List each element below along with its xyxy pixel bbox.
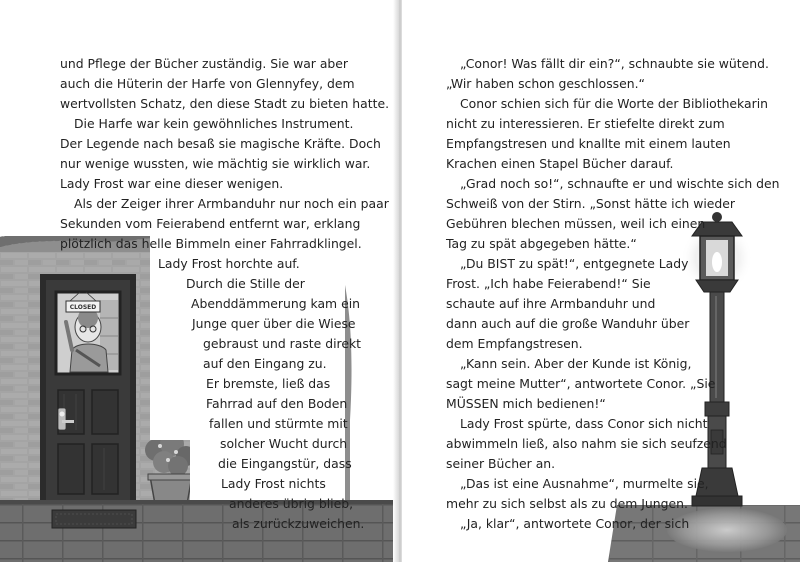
left-line-24: als zurückzuweichen. (232, 516, 365, 531)
right-line-17: sagt meine Mutter“, antwortete Conor. „Sie (446, 376, 716, 391)
left-line-12: Durch die Stille der (186, 276, 305, 291)
right-line-24: „Ja, klar“, antwortete Conor, der sich (460, 516, 690, 531)
right-line-9: Gebühren blechen müssen, weil ich einen (446, 216, 706, 231)
right-line-5: Empfangstresen und knallte mit einem lauten (446, 136, 731, 151)
left-line-1: und Pflege der Bücher zuständig. Sie war aber (60, 56, 349, 71)
right-line-3: Conor schien sich für die Worte der Bibliothekarin (460, 96, 768, 111)
left-line-18: Fahrrad auf den Boden (206, 396, 348, 411)
left-line-17: Er bremste, ließ das (206, 376, 331, 391)
right-line-22: „Das ist eine Ausnahme“, murmelte sie, (460, 476, 709, 491)
left-line-21: die Eingangstür, dass (218, 456, 352, 471)
right-line-4: nicht zu interessieren. Er stiefelte direkt zum (446, 116, 725, 131)
street-lamp (692, 212, 742, 506)
left-line-23: anderes übrig blieb, (229, 496, 354, 511)
right-line-16: „Kann sein. Aber der Kunde ist König, (460, 356, 692, 371)
left-line-9: Sekunden vom Feierabend entfernt war, erklang (60, 216, 361, 231)
left-line-6: nur wenige wussten, wie mächtig sie wirklich war. (60, 156, 371, 171)
closed-sign-text: CLOSED (69, 304, 97, 311)
left-line-4: Die Harfe war kein gewöhnliches Instrument. (74, 116, 354, 131)
left-line-7: Lady Frost war eine dieser wenigen. (60, 176, 284, 191)
left-line-2: auch die Hüterin der Harfe von Glennyfey, dem (60, 76, 355, 91)
left-page (0, 0, 397, 562)
right-line-1: „Conor! Was fällt dir ein?“, schnaubte sie wütend. (460, 56, 769, 71)
left-line-11: Lady Frost horchte auf. (158, 256, 300, 271)
left-line-5: Der Legende nach besaß sie magische Kräfte. Doch (60, 136, 381, 151)
right-line-7: „Grad noch so!“, schnaufte er und wischte sich den (460, 176, 780, 191)
right-line-11: „Du BIST zu spät!“, entgegnete Lady (460, 256, 689, 271)
left-line-20: solcher Wucht durch (220, 436, 348, 451)
right-line-20: abwimmeln ließ, also nahm sie sich seufzend (446, 436, 727, 451)
right-line-8: Schweiß von der Stirn. „Sonst hätte ich wieder (446, 196, 735, 211)
right-page (402, 0, 800, 562)
right-line-12: Frost. „Ich habe Feierabend!“ Sie (446, 276, 651, 291)
right-line-6: Krachen einen Stapel Bücher darauf. (446, 156, 674, 171)
right-line-13: schaute auf ihre Armbanduhr und (446, 296, 656, 311)
left-line-8: Als der Zeiger ihrer Armbanduhr nur noch ein paar (74, 196, 389, 211)
right-line-19: Lady Frost spürte, dass Conor sich nicht (460, 416, 708, 431)
left-line-16: auf den Eingang zu. (203, 356, 327, 371)
left-line-14: Junge quer über die Wiese (192, 316, 356, 331)
doormat (52, 510, 136, 528)
right-line-23: mehr zu sich selbst als zu dem Jungen. (446, 496, 688, 511)
right-line-18: MÜSSEN mich bedienen!“ (446, 396, 606, 411)
right-line-15: dem Empfangstresen. (446, 336, 583, 351)
left-line-3: wertvollsten Schatz, den diese Stadt zu bieten hatte. (60, 96, 390, 111)
right-line-2: „Wir haben schon geschlossen.“ (446, 76, 645, 91)
left-line-13: Abenddämmerung kam ein (191, 296, 360, 311)
right-line-21: seiner Bücher an. (446, 456, 556, 471)
right-line-10: Tag zu spät abgegeben hätte.“ (446, 236, 637, 251)
left-line-22: Lady Frost nichts (221, 476, 326, 491)
left-line-15: gebraust und raste direkt (203, 336, 362, 351)
left-line-19: fallen und stürmte mit (209, 416, 348, 431)
right-line-14: dann auch auf die große Wanduhr über (446, 316, 690, 331)
left-line-10: plötzlich das helle Bimmeln einer Fahrradklingel. (60, 236, 362, 251)
